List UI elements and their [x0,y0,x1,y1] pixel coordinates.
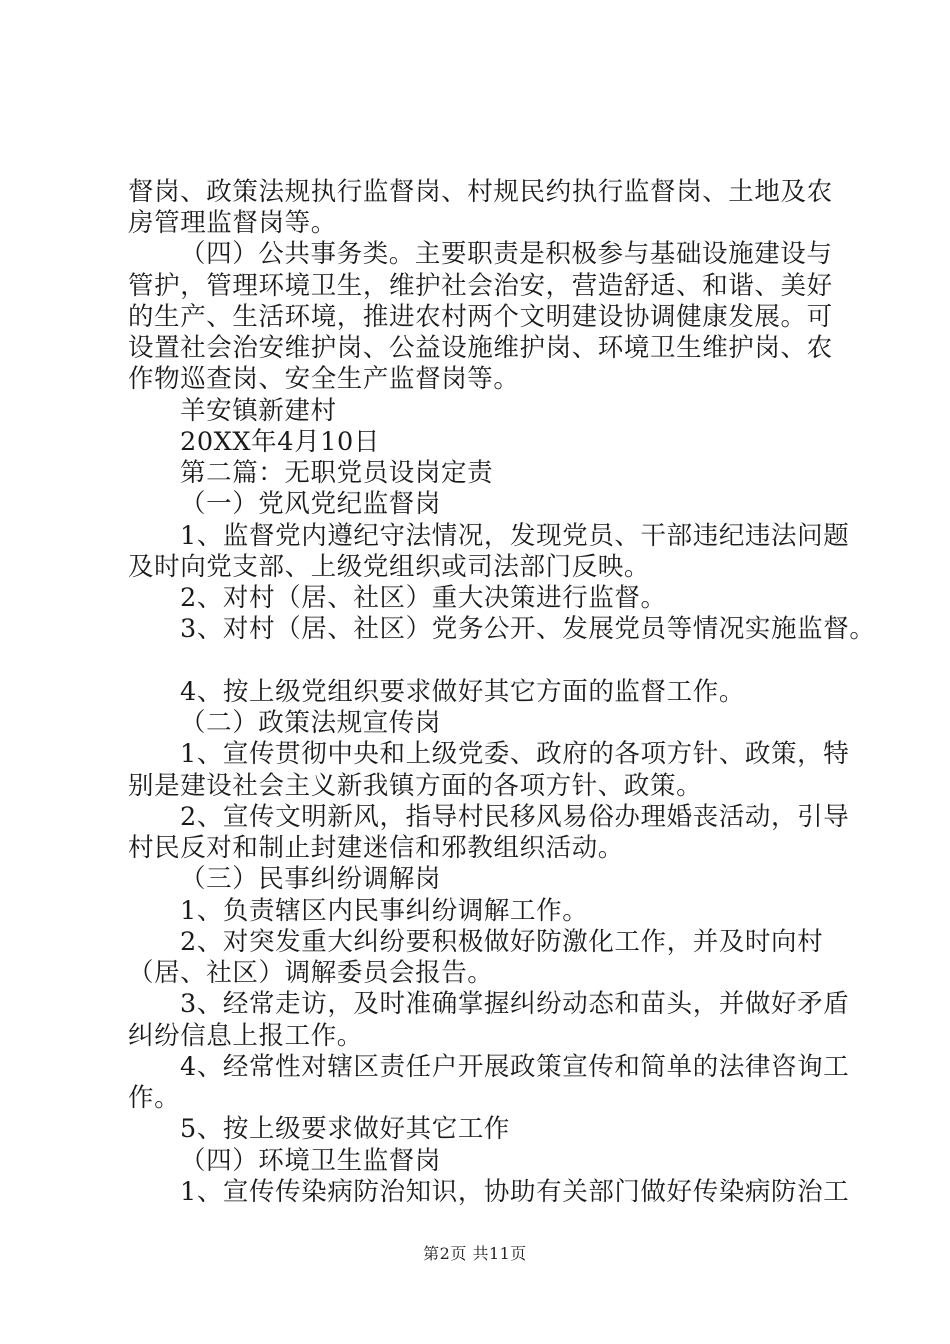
section-heading: （三）民事纠纷调解岗 [180,864,442,894]
body-line: 房管理监督岗等。 [128,208,337,238]
body-line: 3、经常走访，及时准确掌握纠纷动态和苗头，并做好矛盾 [180,989,850,1019]
section-heading: （二）政策法规宣传岗 [180,708,442,738]
section-heading: （四）公共事务类。主要职责是积极参与基础设施建设与 [180,239,833,269]
body-line: 1、宣传贯彻中央和上级党委、政府的各项方针、政策，特 [180,739,850,769]
body-line: 4、经常性对辖区责任户开展政策宣传和简单的法律咨询工 [180,1052,850,1082]
body-line: 及时向党支部、上级党组织或司法部门反映。 [128,552,651,582]
body-line: 1、监督党内遵纪守法情况，发现党员、干部违纪违法问题 [180,521,850,551]
body-line: 5、按上级要求做好其它工作 [180,1114,511,1144]
body-line: 督岗、政策法规执行监督岗、村规民约执行监督岗、土地及农 [128,177,833,207]
body-line: 1、宣传传染病防治知识，协助有关部门做好传染病防治工 [180,1177,850,1207]
body-line: 1、负责辖区内民事纠纷调解工作。 [180,896,589,926]
body-line: 的生产、生活环境，推进农村两个文明建设协调健康发展。可 [128,302,833,332]
body-line: 管护，管理环境卫生，维护社会治安，营造舒适、和谐、美好 [128,271,833,301]
body-line: 作物巡查岗、安全生产监督岗等。 [128,364,520,394]
body-line: （居、社区）调解委员会报告。 [128,958,494,988]
body-line: 4、按上级党组织要求做好其它方面的监督工作。 [180,677,745,707]
body-line: 2、对村（居、社区）重大决策进行监督。 [180,583,667,613]
body-line: 别是建设社会主义新我镇方面的各项方针、政策。 [128,771,703,801]
section-heading: （四）环境卫生监督岗 [180,1146,442,1176]
body-line: 3、对村（居、社区）党务公开、发展党员等情况实施监督。 [180,614,876,644]
chapter-title: 第二篇：无职党员设岗定责 [180,458,494,488]
page-number-footer: 第2页 共11页 [423,1244,527,1263]
body-line: 村民反对和制止封建迷信和邪教组织活动。 [128,833,624,863]
section-heading: （一）党风党纪监督岗 [180,489,442,519]
body-line: 设置社会治安维护岗、公益设施维护岗、环境卫生维护岗、农 [128,333,833,363]
body-line: 2、对突发重大纠纷要积极做好防激化工作，并及时向村 [180,927,824,957]
body-line: 作。 [128,1083,181,1113]
signature-date: 20XX年4月10日 [180,427,380,457]
body-line: 2、宣传文明新风，指导村民移风易俗办理婚丧活动，引导 [180,802,850,832]
signature-org: 羊安镇新建村 [180,396,337,426]
body-line: 纠纷信息上报工作。 [128,1021,363,1051]
